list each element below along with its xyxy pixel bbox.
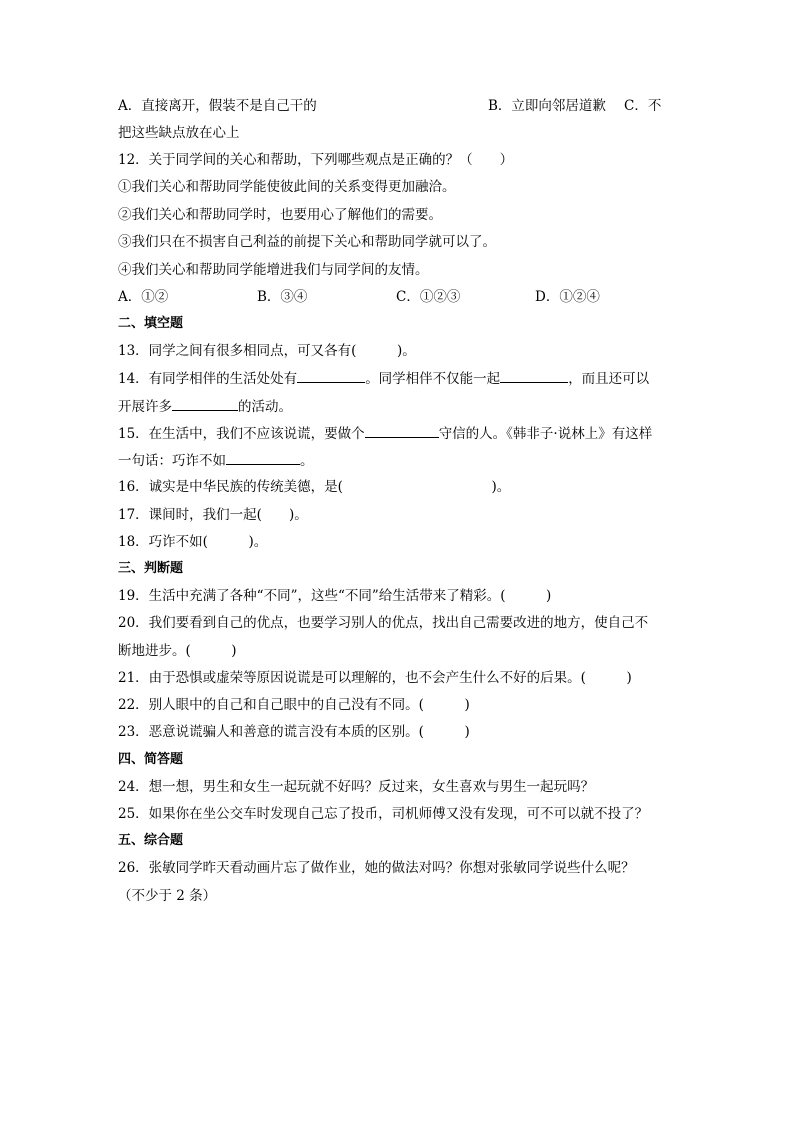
q12-option-b: B．③④ — [257, 289, 308, 305]
q15-text-b: 守信的人。《韩非子·说林上》有这样 — [438, 426, 653, 442]
q15-line-2 — [118, 450, 314, 471]
q13: 13．同学之间有很多相同点，可又各有( )。 — [118, 343, 416, 359]
q20-line-1: 20．我们要看到自己的优点，也要学习别人的优点，找出自己需要改进的地方，使自己不 — [118, 615, 649, 631]
q19: 19．生活中充满了各种“不同”，这些“不同”给生活带来了精彩。( ) — [118, 588, 552, 604]
q11-option-c-start: C．不 — [624, 98, 662, 114]
q15-text-a: 15．在生活中，我们不应该说谎，要做个 — [118, 426, 365, 442]
q15-text-d: 。 — [300, 453, 314, 469]
q11-option-b: B．立即向邻居道歉 — [488, 98, 606, 114]
q24: 24．想一想，男生和女生一起玩就不好吗？反过来，女生喜欢与男生一起玩吗？ — [118, 779, 595, 795]
q12-option-c: C．①②③ — [396, 289, 461, 305]
q14-text-d: 开展许多 — [118, 399, 172, 415]
q15-blank-1[interactable] — [365, 423, 439, 438]
q15-text-c: 一句话：巧诈不如 — [118, 453, 226, 469]
q25: 25．如果你在坐公交车时发现自己忘了投币，司机师傅又没有发现，可不可以就不投了？ — [118, 806, 649, 822]
q16: 16．诚实是中华民族的传统美德，是( )。 — [118, 479, 511, 495]
q23: 23．恶意说谎骗人和善意的谎言没有本质的区别。( ) — [118, 724, 470, 740]
q11-option-c-end: 把这些缺点放在心上 — [118, 125, 240, 141]
q14-text-b: 。同学相伴不仅能一起 — [365, 371, 501, 387]
q12-item-2: ②我们关心和帮助同学时，也要用心了解他们的需要。 — [118, 207, 442, 223]
q14-line-2 — [118, 396, 292, 417]
q14-text-c: ，而且还可以 — [568, 371, 650, 387]
q12-stem: 12．关于同学间的关心和帮助，下列哪些观点是正确的？（ ） — [118, 152, 514, 168]
section-title-fill-blank: 二、填空题 — [118, 316, 184, 331]
section-title-short-answer: 四、简答题 — [118, 752, 184, 767]
q12-item-1: ①我们关心和帮助同学能使彼此间的关系变得更加融洽。 — [118, 179, 456, 195]
q26-line-2: （不少于 2 条） — [118, 888, 217, 904]
q12-option-a: A．①② — [118, 289, 169, 305]
section-title-comprehensive: 五、综合题 — [118, 833, 184, 848]
q21: 21．由于恐惧或虚荣等原因说谎是可以理解的，也不会产生什么不好的后果。( ) — [118, 670, 632, 686]
q17: 17．课间时，我们一起( )。 — [118, 507, 308, 523]
q11-option-a: A．直接离开，假装不是自己干的 — [118, 98, 317, 114]
q15-blank-2[interactable] — [226, 450, 300, 465]
q14-text-a: 14．有同学相伴的生活处处有 — [118, 371, 298, 387]
q26-line-1: 26．张敏同学昨天看动画片忘了做作业，她的做法对吗？你想对张敏同学说些什么呢？ — [118, 860, 635, 876]
section-title-true-false: 三、判断题 — [118, 561, 184, 576]
q20-line-2: 断地进步。( ) — [118, 643, 237, 659]
q18: 18．巧诈不如( )。 — [118, 534, 268, 550]
q12-option-d: D．①②④ — [535, 289, 600, 305]
q12-item-4: ④我们关心和帮助同学能增进我们与同学间的友情。 — [118, 262, 429, 278]
q14-text-e: 的活动。 — [238, 399, 292, 415]
q14-blank-1[interactable] — [297, 368, 365, 383]
q14-blank-3[interactable] — [172, 396, 238, 411]
q22: 22．别人眼中的自己和自己眼中的自己没有不同。( ) — [118, 697, 470, 713]
q12-item-3: ③我们只在不损害自己利益的前提下关心和帮助同学就可以了。 — [118, 234, 496, 250]
q14-blank-2[interactable] — [500, 368, 568, 383]
q14-line-1 — [118, 368, 649, 389]
q15-line-1 — [118, 423, 652, 444]
q11-options-line — [118, 96, 317, 116]
